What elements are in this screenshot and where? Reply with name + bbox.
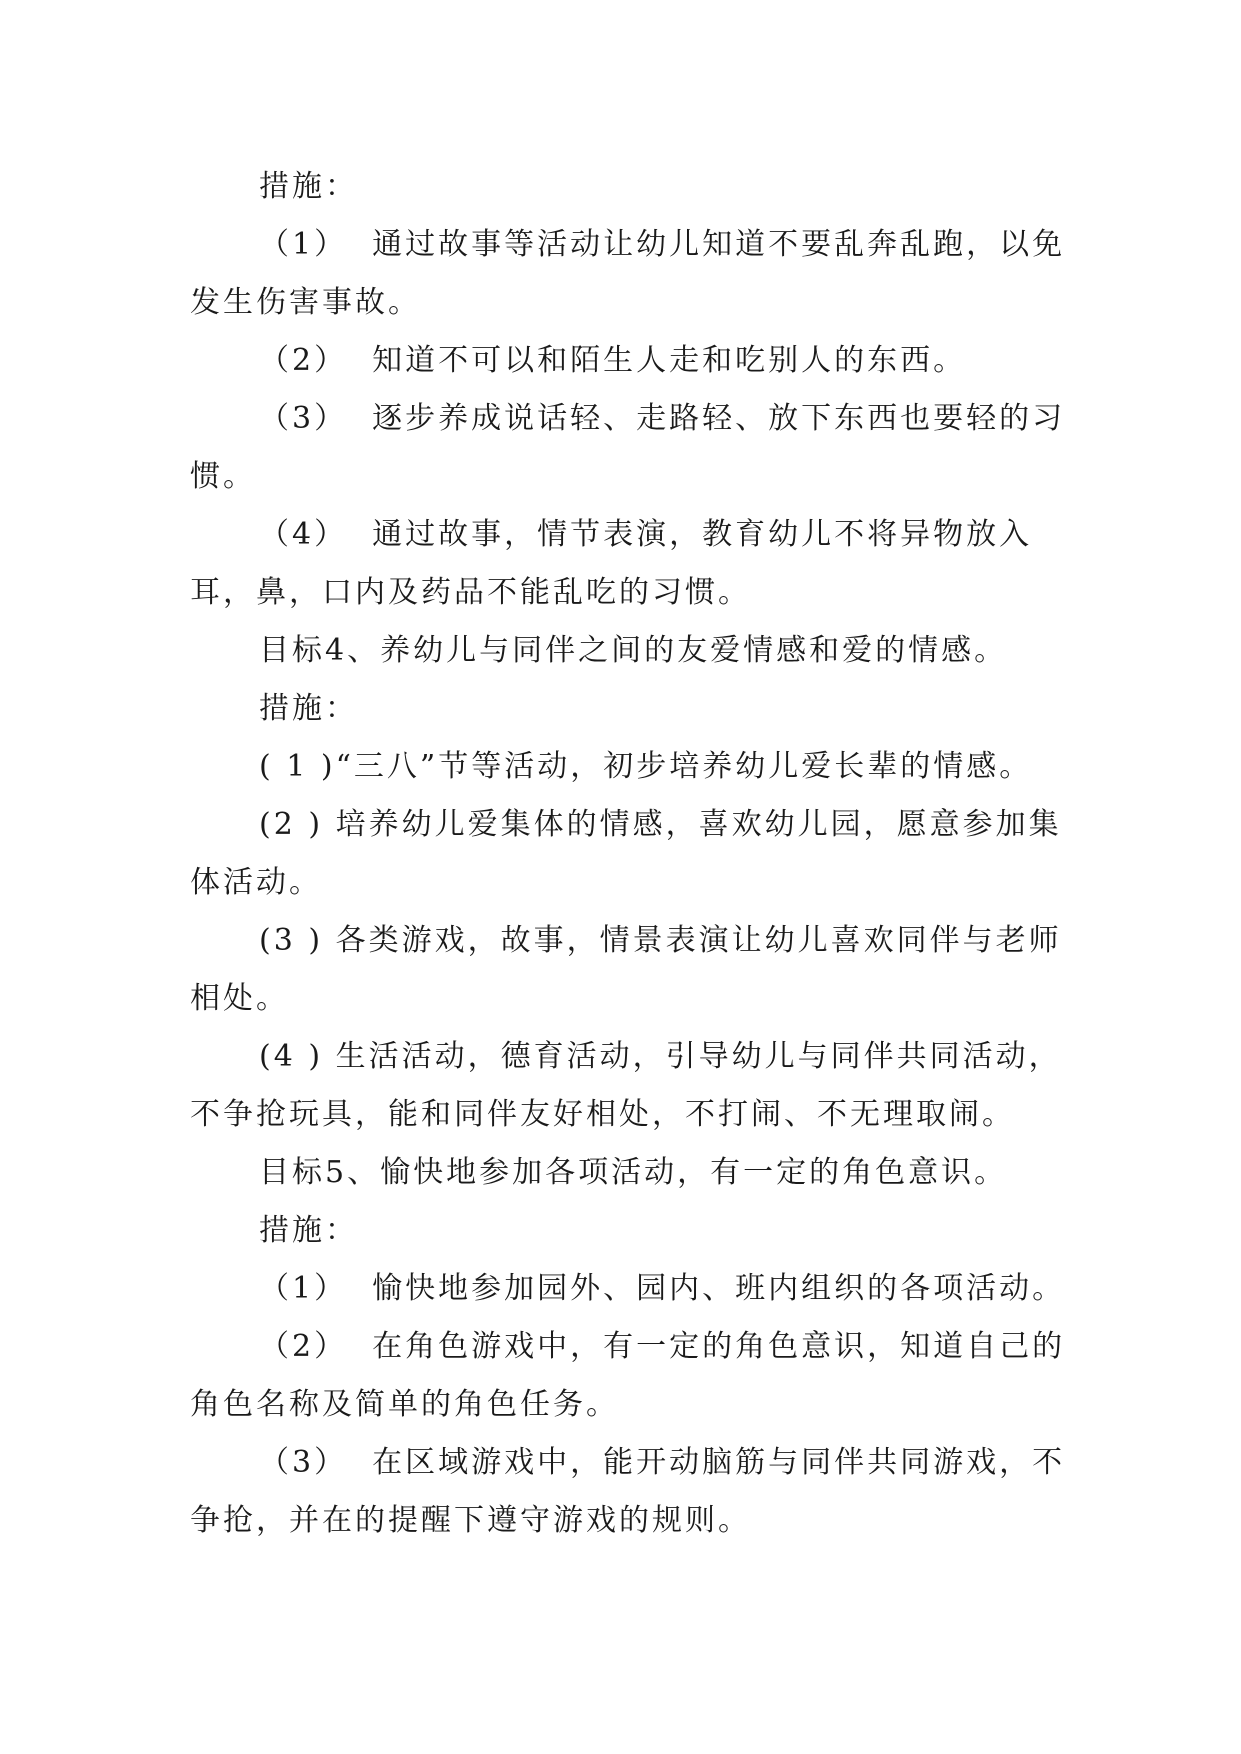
- measure-item: （2） 知道不可以和陌生人走和吃别人的东西。: [259, 343, 967, 378]
- measures-heading: 措施：: [259, 1213, 358, 1248]
- measure-item: （4） 通过故事，情节表演，教育幼儿不将异物放入耳，鼻，口内及药品不能乱吃的习惯。: [190, 517, 1033, 610]
- measure-item: ( 1 )“三八”节等活动，初步培养幼儿爱长辈的情感。: [259, 749, 1033, 784]
- measures-heading: 措施：: [259, 169, 358, 204]
- document-body: [190, 158, 1070, 1550]
- measures-heading: 措施：: [259, 691, 358, 726]
- goal-heading: 目标5、愉快地参加各项活动，有一定的角色意识。: [259, 1155, 1008, 1190]
- measure-item: （3） 逐步养成说话轻、走路轻、放下东西也要轻的习惯。: [190, 401, 1066, 494]
- measure-item: （1） 愉快地参加园外、园内、班内组织的各项活动。: [259, 1271, 1066, 1306]
- measure-item: (2 ) 培养幼儿爱集体的情感，喜欢幼儿园，愿意参加集体活动。: [190, 807, 1062, 900]
- measure-item: （2） 在角色游戏中，有一定的角色意识，知道自己的角色名称及简单的角色任务。: [190, 1329, 1066, 1422]
- measure-item: (3 ) 各类游戏，故事，情景表演让幼儿喜欢同伴与老师相处。: [190, 923, 1062, 1016]
- measure-item: （1） 通过故事等活动让幼儿知道不要乱奔乱跑，以免发生伤害事故。: [190, 227, 1066, 320]
- measure-item: （3） 在区域游戏中，能开动脑筋与同伴共同游戏，不争抢，并在的提醒下遵守游戏的规则。: [190, 1445, 1066, 1538]
- measure-item: (4 ) 生活活动，德育活动，引导幼儿与同伴共同活动，不争抢玩具，能和同伴友好相处，不打闹、不无理取闹。: [190, 1039, 1062, 1132]
- goal-heading: 目标4、养幼儿与同伴之间的友爱情感和爱的情感。: [259, 633, 1008, 668]
